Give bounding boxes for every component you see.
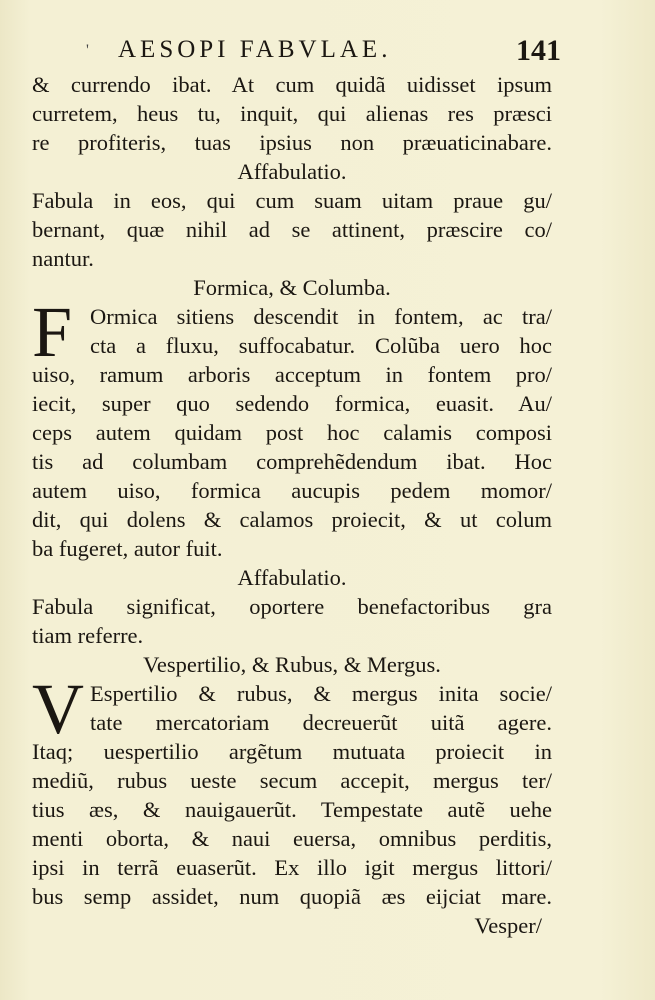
text-line: dit, qui dolens & calamos proiecit, & ut colum [32, 507, 552, 532]
text-line: Ormica sitiens descendit in fontem, ac tra/ [90, 304, 552, 329]
text-line: re profiteris, tuas ipsius non præuaticinabare. [32, 130, 552, 155]
text-line: bus semp assidet, num quopiã æs eijciat mare. [32, 884, 552, 909]
page-number: 141 [516, 34, 561, 67]
text-line: autem uiso, formica aucupis pedem momor/ [32, 478, 552, 503]
text-line: & currendo ibat. At cum quidã uidisset ipsum [32, 72, 552, 97]
text-line: tate mercatoriam decreuerũt uitã agere. [90, 710, 552, 735]
text-line: ipsi in terrã euaserũt. Ex illo igit mergus littori/ [32, 855, 552, 880]
text-line: nantur. [32, 246, 94, 271]
text-line: mediũ, rubus ueste secum accepit, mergus ter/ [32, 768, 552, 793]
text-line: Espertilio & rubus, & mergus inita socie/ [90, 681, 552, 706]
text-line: tius æs, & nauigauerũt. Tempestate autẽ uehe [32, 797, 552, 822]
fable-title-vespertilio: Vespertilio, & Rubus, & Mergus. [143, 652, 441, 677]
text-line: tis ad columbam comprehẽdendum ibat. Hoc [32, 449, 552, 474]
running-title: AESOPI FABVLAE. [118, 36, 392, 63]
text-line: Fabula significat, oportere benefactoribus gra [32, 594, 552, 619]
text-line: Itaq; uespertilio argẽtum mutuata proiecit in [32, 739, 552, 764]
text-line: tiam referre. [32, 623, 144, 648]
text-line: iecit, super quo sedendo formica, euasit. Au/ [32, 391, 552, 416]
text-line: cta a fluxu, suffocabatur. Colũba uero hoc [90, 333, 552, 358]
fable-formica [32, 292, 552, 563]
text-line: ba fugeret, autor fuit. [32, 536, 223, 561]
drop-cap: V [32, 669, 84, 749]
header-mark: ' [86, 42, 89, 59]
affabulatio-heading: Affabulatio. [237, 565, 347, 590]
text-line: curretem, heus tu, inquit, qui alienas res præsci [32, 101, 552, 126]
text-line: uiso, ramum arboris acceptum in fontem pro/ [32, 362, 552, 387]
catchword: Vesper/ [474, 913, 542, 938]
text-line: Fabula in eos, qui cum suam uitam praue gu/ [32, 188, 552, 213]
affabulatio-heading: Affabulatio. [237, 159, 347, 184]
text-line: ceps autem quidam post hoc calamis composi [32, 420, 552, 445]
text-line: menti oborta, & naui euersa, omnibus perditis, [32, 826, 552, 851]
fable-title-formica: Formica, & Columba. [193, 275, 391, 300]
body-text [32, 70, 552, 940]
page-header [0, 36, 655, 72]
fable-vespertilio [32, 669, 552, 911]
text-line: bernant, quæ nihil ad se attinent, præscire co/ [32, 217, 552, 242]
drop-cap: F [32, 292, 73, 372]
